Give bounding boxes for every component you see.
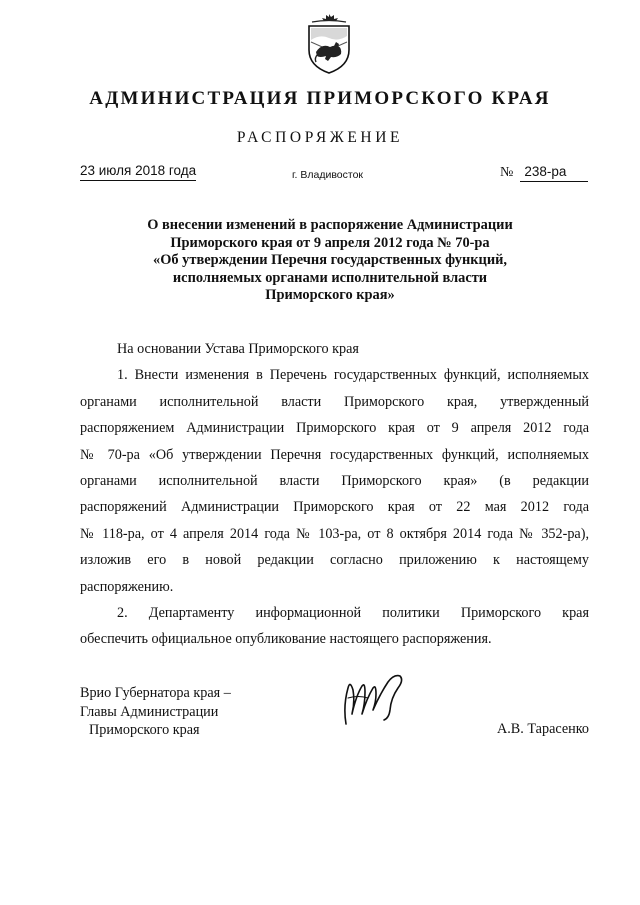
document-date: 23 июля 2018 года [80, 163, 196, 181]
paragraph-line: органами исполнительной власти Приморского края, утвержденный [80, 393, 589, 410]
document-number: 238-ра [520, 164, 588, 182]
position-line: Главы Администрации [80, 703, 219, 720]
paragraph-line: органами исполнительной власти Приморского края» (в редакции [80, 473, 589, 490]
document-number-block [500, 164, 588, 182]
paragraph-line: № 70-ра «Об утверждении Перечня государственных функций, исполняемых [80, 446, 589, 463]
coat-of-arms-icon [298, 12, 360, 76]
document-city: г. Владивосток [292, 169, 364, 181]
paragraph-2 [80, 600, 589, 653]
paragraph-line: распоряжений Администрации Приморского края от 22 мая 2012 года [80, 499, 589, 516]
paragraph-line: № 118-ра, от 4 апреля 2014 года № 103-ра, от 8 октября 2014 года № 352-ра), [80, 525, 589, 542]
position-line: Приморского края [89, 722, 200, 738]
paragraph-line: изложив его в новой редакции согласно приложению к настоящему [80, 552, 589, 569]
paragraph-line: 1. Внести изменения в Перечень государственных функций, исполняемых [117, 367, 589, 384]
position-line: Врио Губернатора края – [80, 685, 231, 701]
signatory-position [80, 684, 231, 740]
title-line: исполняемых органами исполнительной власти [172, 269, 488, 286]
paragraph-1 [80, 362, 589, 600]
signatory-name: А.В. Тарасенко [497, 721, 589, 737]
paragraph-line: обеспечить официальное опубликование настоящего распоряжения. [80, 631, 492, 648]
paragraph-line: распоряжению. [80, 578, 174, 595]
document-body [80, 336, 589, 653]
handwritten-signature-icon [334, 668, 414, 732]
document-title [100, 217, 560, 305]
number-sign: № [500, 165, 514, 180]
title-line: Приморского края от 9 апреля 2012 года № 70-ра [170, 234, 490, 251]
paragraph-line: 2. Департаменту информационной политики Приморского края [117, 605, 589, 622]
title-line: О внесении изменений в распоряжение Администрации [147, 217, 513, 233]
document-type: РАСПОРЯЖЕНИЕ [236, 129, 404, 146]
title-line: «Об утверждении Перечня государственных функций, [153, 252, 507, 268]
title-line: Приморского края» [265, 287, 395, 303]
organization-name: АДМИНИСТРАЦИЯ ПРИМОРСКОГО КРАЯ [89, 88, 551, 109]
basis-paragraph: На основании Устава Приморского края [117, 341, 359, 357]
paragraph-line: распоряжением Администрации Приморского края от 9 апреля 2012 года [80, 420, 589, 437]
